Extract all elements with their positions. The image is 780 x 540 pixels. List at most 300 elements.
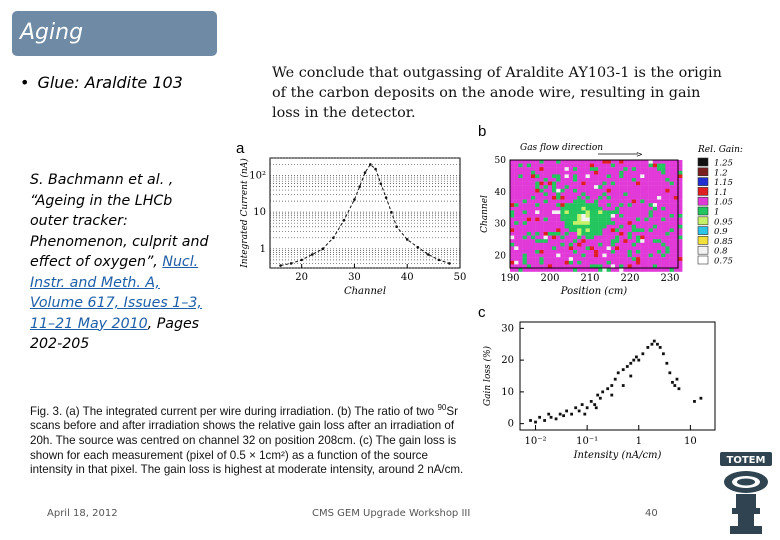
- heatmap-cell: [560, 228, 564, 232]
- heatmap-cell: [573, 239, 577, 243]
- heatmap-cell: [602, 192, 606, 196]
- heatmap-cell: [632, 167, 636, 171]
- heatmap-cell: [573, 174, 577, 178]
- heatmap-cell: [527, 268, 531, 272]
- heatmap-cell: [665, 178, 669, 182]
- data-point: [385, 196, 388, 199]
- heatmap-cell: [531, 261, 535, 265]
- heatmap-cell: [640, 174, 644, 178]
- heatmap-cell: [636, 182, 640, 186]
- heatmap-cell: [518, 200, 522, 204]
- heatmap-cell: [628, 257, 632, 261]
- heatmap-cell: [657, 167, 661, 171]
- heatmap-cell: [548, 243, 552, 247]
- heatmap-cell: [514, 189, 518, 193]
- heatmap-cell: [539, 214, 543, 218]
- bullet-item: [20, 73, 183, 92]
- heatmap-cell: [527, 171, 531, 175]
- heatmap-cell: [623, 196, 627, 200]
- heatmap-cell: [657, 174, 661, 178]
- heatmap-cell: [623, 160, 627, 164]
- data-point: [671, 381, 674, 384]
- caption-isotope-mass: 90: [437, 403, 447, 412]
- heatmap-cell: [581, 246, 585, 250]
- heatmap-cell: [514, 210, 518, 214]
- heatmap-cell: [586, 218, 590, 222]
- heatmap-cell: [581, 243, 585, 247]
- heatmap-cell: [556, 171, 560, 175]
- heatmap-cell: [531, 257, 535, 261]
- heatmap-cell: [518, 171, 522, 175]
- heatmap-cell: [518, 218, 522, 222]
- heatmap-cell: [653, 185, 657, 189]
- data-point: [593, 403, 596, 406]
- heatmap-cell: [649, 250, 653, 254]
- heatmap-cell: [552, 178, 556, 182]
- heatmap-cell: [590, 268, 594, 272]
- heatmap-cell: [665, 207, 669, 211]
- heatmap-cell: [569, 250, 573, 254]
- heatmap-cell: [615, 268, 619, 272]
- heatmap-cell: [607, 192, 611, 196]
- heatmap-cell: [510, 189, 514, 193]
- heatmap-cell: [556, 192, 560, 196]
- heatmap-cell: [544, 236, 548, 240]
- heatmap-cell: [611, 160, 615, 164]
- heatmap-cell: [581, 239, 585, 243]
- heatmap-cell: [644, 228, 648, 232]
- heatmap-cell: [514, 164, 518, 168]
- heatmap-cell: [552, 196, 556, 200]
- heatmap-cell: [531, 214, 535, 218]
- heatmap-cell: [619, 164, 623, 168]
- heatmap-cell: [632, 243, 636, 247]
- heatmap-cell: [640, 268, 644, 272]
- heatmap-cell: [649, 210, 653, 214]
- heatmap-cell: [586, 243, 590, 247]
- data-point: [565, 410, 568, 413]
- heatmap-cell: [560, 210, 564, 214]
- heatmap-cell: [510, 218, 514, 222]
- data-point: [673, 384, 676, 387]
- y-tick-label: 50: [494, 156, 506, 166]
- heatmap-cell: [670, 246, 674, 250]
- heatmap-cell: [586, 185, 590, 189]
- heatmap-cell: [628, 196, 632, 200]
- heatmap-cell: [661, 185, 665, 189]
- heatmap-cell: [535, 228, 539, 232]
- heatmap-cell: [535, 182, 539, 186]
- heatmap-cell: [657, 189, 661, 193]
- heatmap-cell: [657, 243, 661, 247]
- heatmap-cell: [577, 239, 581, 243]
- heatmap-cell: [649, 160, 653, 164]
- heatmap-cell: [544, 261, 548, 265]
- arrow-head-icon: >: [636, 150, 643, 159]
- heatmap-cell: [577, 167, 581, 171]
- heatmap-cell: [670, 210, 674, 214]
- heatmap-cell: [611, 250, 615, 254]
- heatmap-cell: [544, 228, 548, 232]
- data-point: [635, 356, 638, 359]
- heatmap-cell: [615, 228, 619, 232]
- data-point: [610, 394, 613, 397]
- heatmap-cell: [518, 250, 522, 254]
- heatmap-cell: [573, 203, 577, 207]
- data-point: [595, 406, 598, 409]
- heatmap-cell: [539, 192, 543, 196]
- heatmap-cell: [569, 189, 573, 193]
- heatmap-cell: [670, 268, 674, 272]
- heatmap-cell: [653, 171, 657, 175]
- heatmap-cell: [623, 246, 627, 250]
- heatmap-cell: [678, 225, 682, 229]
- heatmap-cell: [628, 218, 632, 222]
- logo-text: TOTEM: [726, 455, 766, 466]
- heatmap-cell: [602, 243, 606, 247]
- heatmap-cell: [548, 214, 552, 218]
- heatmap-cell: [619, 239, 623, 243]
- heatmap-cell: [611, 189, 615, 193]
- heatmap-cell: [670, 178, 674, 182]
- heatmap-cell: [577, 203, 581, 207]
- heatmap-cell: [510, 203, 514, 207]
- heatmap-cell: [619, 232, 623, 236]
- heatmap-cell: [644, 254, 648, 258]
- heatmap-cell: [649, 171, 653, 175]
- heatmap-cell: [678, 174, 682, 178]
- legend-swatch: [698, 207, 708, 215]
- heatmap-cell: [569, 182, 573, 186]
- heatmap-cell: [661, 221, 665, 225]
- heatmap-cell: [552, 207, 556, 211]
- heatmap-cell: [598, 200, 602, 204]
- heatmap-cell: [539, 246, 543, 250]
- x-tick-label: 1: [635, 436, 642, 447]
- reference-authors: S. Bachmann et al. ,: [30, 172, 174, 188]
- heatmap-cell: [678, 185, 682, 189]
- heatmap-cell: [581, 196, 585, 200]
- heatmap-cell: [619, 221, 623, 225]
- heatmap-cell: [665, 261, 669, 265]
- heatmap-cell: [594, 174, 598, 178]
- x-tick-label: 200: [540, 273, 560, 284]
- heatmap-cell: [602, 225, 606, 229]
- data-point: [562, 414, 565, 417]
- heatmap-cell: [581, 167, 585, 171]
- reference-block: [30, 170, 210, 355]
- heatmap-cell: [653, 268, 657, 272]
- heatmap-cell: [649, 196, 653, 200]
- heatmap-cell: [560, 232, 564, 236]
- heatmap-cell: [611, 218, 615, 222]
- heatmap-cell: [548, 189, 552, 193]
- heatmap-cell: [514, 250, 518, 254]
- heatmap-cell: [636, 257, 640, 261]
- heatmap-cell: [636, 232, 640, 236]
- heatmap-cell: [640, 171, 644, 175]
- heatmap-cell: [560, 268, 564, 272]
- data-point: [380, 182, 383, 185]
- heatmap-cell: [602, 189, 606, 193]
- heatmap-cell: [560, 174, 564, 178]
- heatmap-cell: [678, 221, 682, 225]
- heatmap-cell: [598, 257, 602, 261]
- heatmap-cell: [527, 210, 531, 214]
- heatmap-cell: [619, 246, 623, 250]
- heatmap-cell: [623, 167, 627, 171]
- heatmap-cell: [539, 261, 543, 265]
- heatmap-cell: [581, 232, 585, 236]
- integrated-current-chart: [235, 150, 470, 305]
- heatmap-cell: [523, 171, 527, 175]
- heatmap-cell: [510, 236, 514, 240]
- heatmap-cell: [581, 200, 585, 204]
- heatmap-cell: [586, 160, 590, 164]
- heatmap-cell: [510, 174, 514, 178]
- heatmap-cell: [565, 171, 569, 175]
- heatmap-cell: [552, 221, 556, 225]
- heatmap-cell: [577, 207, 581, 211]
- heatmap-cell: [665, 239, 669, 243]
- heatmap-cell: [670, 160, 674, 164]
- heatmap-cell: [523, 210, 527, 214]
- heatmap-cell: [565, 218, 569, 222]
- heatmap-cell: [661, 243, 665, 247]
- heatmap-cell: [535, 268, 539, 272]
- heatmap-cell: [602, 232, 606, 236]
- heatmap-cell: [590, 243, 594, 247]
- heatmap-cell: [649, 214, 653, 218]
- heatmap-cell: [628, 167, 632, 171]
- heatmap-cell: [636, 192, 640, 196]
- legend-swatch: [698, 246, 708, 254]
- heatmap-title: Gas flow direction: [520, 143, 604, 153]
- heatmap-cell: [552, 189, 556, 193]
- heatmap-cell: [590, 218, 594, 222]
- heatmap-cell: [678, 257, 682, 261]
- paper-quote: We conclude that outgassing of Araldite AY103-1 is the origin of the carbon deposits on the anode wire, resulting in gain loss in the detector.: [272, 65, 722, 121]
- heatmap-cell: [544, 203, 548, 207]
- heatmap-cell: [527, 196, 531, 200]
- heatmap-cell: [619, 261, 623, 265]
- heatmap-cell: [569, 218, 573, 222]
- heatmap-cell: [548, 268, 552, 272]
- heatmap-cell: [598, 254, 602, 258]
- heatmap-cell: [556, 268, 560, 272]
- heatmap-cell: [615, 243, 619, 247]
- heatmap-cell: [539, 178, 543, 182]
- data-point: [578, 410, 581, 413]
- heatmap-cell: [539, 254, 543, 258]
- heatmap-cell: [514, 203, 518, 207]
- heatmap-cell: [678, 196, 682, 200]
- heatmap-cell: [678, 171, 682, 175]
- heatmap-cell: [586, 210, 590, 214]
- heatmap-cell: [510, 182, 514, 186]
- heatmap-cell: [548, 160, 552, 164]
- heatmap-cell: [573, 210, 577, 214]
- heatmap-cell: [632, 210, 636, 214]
- heatmap-cell: [598, 218, 602, 222]
- heatmap-cell: [569, 174, 573, 178]
- heatmap-cell: [607, 214, 611, 218]
- heatmap-cell: [548, 257, 552, 261]
- heatmap-cell: [594, 261, 598, 265]
- heatmap-cell: [586, 221, 590, 225]
- heatmap-cell: [581, 261, 585, 265]
- heatmap-cell: [623, 207, 627, 211]
- heatmap-cell: [628, 243, 632, 247]
- heatmap-cell: [619, 174, 623, 178]
- heatmap-cell: [523, 232, 527, 236]
- heatmap-cell: [560, 182, 564, 186]
- y-tick-label: 10: [501, 386, 514, 398]
- heatmap-cell: [573, 185, 577, 189]
- heatmap-cell: [615, 236, 619, 240]
- heatmap-cell: [594, 182, 598, 186]
- heatmap-cell: [552, 167, 556, 171]
- heatmap-cell: [619, 236, 623, 240]
- heatmap-cell: [594, 164, 598, 168]
- heatmap-cell: [560, 225, 564, 229]
- heatmap-cell: [577, 254, 581, 258]
- heatmap-cell: [565, 232, 569, 236]
- heatmap-cell: [590, 196, 594, 200]
- heatmap-cell: [569, 214, 573, 218]
- heatmap-cell: [577, 210, 581, 214]
- heatmap-cell: [665, 225, 669, 229]
- heatmap-cell: [535, 192, 539, 196]
- heatmap-cell: [565, 225, 569, 229]
- heatmap-cell: [598, 228, 602, 232]
- heatmap-cell: [611, 207, 615, 211]
- heatmap-cell: [594, 185, 598, 189]
- heatmap-cell: [535, 257, 539, 261]
- heatmap-cell: [644, 178, 648, 182]
- heatmap-cell: [552, 200, 556, 204]
- heatmap-cell: [560, 250, 564, 254]
- heatmap-cell: [602, 214, 606, 218]
- heatmap-cell: [573, 207, 577, 211]
- heatmap-cell: [594, 200, 598, 204]
- heatmap-cell: [636, 196, 640, 200]
- heatmap-cell: [590, 221, 594, 225]
- data-point: [583, 413, 586, 416]
- heatmap-cell: [577, 261, 581, 265]
- heatmap-cell: [556, 178, 560, 182]
- heatmap-cell: [632, 261, 636, 265]
- heatmap-cell: [640, 232, 644, 236]
- heatmap-cell: [653, 207, 657, 211]
- heatmap-cell: [628, 268, 632, 272]
- heatmap-cell: [586, 257, 590, 261]
- heatmap-cell: [611, 203, 615, 207]
- heatmap-cell: [594, 160, 598, 164]
- heatmap-cell: [590, 189, 594, 193]
- heatmap-cell: [518, 160, 522, 164]
- heatmap-cell: [602, 178, 606, 182]
- heatmap-cell: [619, 178, 623, 182]
- reference-journal-link[interactable]: Nucl. Instr. and Meth. A, Volume 617, Issues 1–3, 11–21 May 2010: [30, 254, 202, 332]
- heatmap-cell: [619, 210, 623, 214]
- heatmap-cell: [678, 236, 682, 240]
- heatmap-cell: [569, 167, 573, 171]
- heatmap-cell: [670, 174, 674, 178]
- heatmap-cell: [607, 228, 611, 232]
- heatmap-cell: [615, 257, 619, 261]
- heatmap-cell: [573, 167, 577, 171]
- heatmap-cell: [670, 221, 674, 225]
- gain-loss-scatter: [478, 318, 733, 473]
- heatmap-cell: [560, 167, 564, 171]
- heatmap-cell: [598, 203, 602, 207]
- heatmap-cell: [552, 243, 556, 247]
- heatmap-cell: [678, 178, 682, 182]
- heatmap-cell: [560, 261, 564, 265]
- data-point: [659, 346, 662, 349]
- data-point: [629, 375, 632, 378]
- heatmap-cell: [628, 178, 632, 182]
- heatmap-cell: [569, 207, 573, 211]
- heatmap-cell: [623, 174, 627, 178]
- heatmap-cell: [636, 246, 640, 250]
- heatmap-cell: [657, 232, 661, 236]
- heatmap-cell: [611, 210, 615, 214]
- heatmap-cell: [556, 228, 560, 232]
- heatmap-cell: [535, 160, 539, 164]
- heatmap-cell: [657, 236, 661, 240]
- heatmap-cell: [632, 254, 636, 258]
- heatmap-cell: [602, 210, 606, 214]
- heatmap-cell: [560, 171, 564, 175]
- heatmap-cell: [523, 160, 527, 164]
- heatmap-cell: [556, 207, 560, 211]
- heatmap-cell: [590, 160, 594, 164]
- heatmap-cell: [573, 221, 577, 225]
- heatmap-cell: [623, 268, 627, 272]
- reference-title: “Ageing in the LHCb outer tracker: Phenomenon, culprit and effect of oxygen”,: [30, 192, 209, 270]
- legend-swatch: [698, 158, 708, 166]
- heatmap-cell: [632, 171, 636, 175]
- heatmap-cell: [607, 210, 611, 214]
- heatmap-cell: [539, 200, 543, 204]
- heatmap-cell: [602, 196, 606, 200]
- heatmap-cell: [640, 246, 644, 250]
- heatmap-cell: [556, 246, 560, 250]
- heatmap-cell: [623, 185, 627, 189]
- heatmap-cell: [657, 257, 661, 261]
- heatmap-cell: [653, 196, 657, 200]
- heatmap-cell: [569, 261, 573, 265]
- heatmap-cell: [544, 192, 548, 196]
- heatmap-cell: [590, 207, 594, 211]
- data-point: [617, 371, 620, 374]
- heatmap-cell: [657, 192, 661, 196]
- heatmap-cell: [665, 268, 669, 272]
- heatmap-cell: [670, 225, 674, 229]
- heatmap-cell: [560, 236, 564, 240]
- heatmap-cell: [623, 232, 627, 236]
- heatmap-cell: [514, 214, 518, 218]
- heatmap-cell: [548, 221, 552, 225]
- heatmap-cell: [556, 160, 560, 164]
- heatmap-cell: [632, 185, 636, 189]
- heatmap-cell: [518, 221, 522, 225]
- heatmap-cell: [611, 200, 615, 204]
- heatmap-cell: [644, 164, 648, 168]
- heatmap-cell: [657, 171, 661, 175]
